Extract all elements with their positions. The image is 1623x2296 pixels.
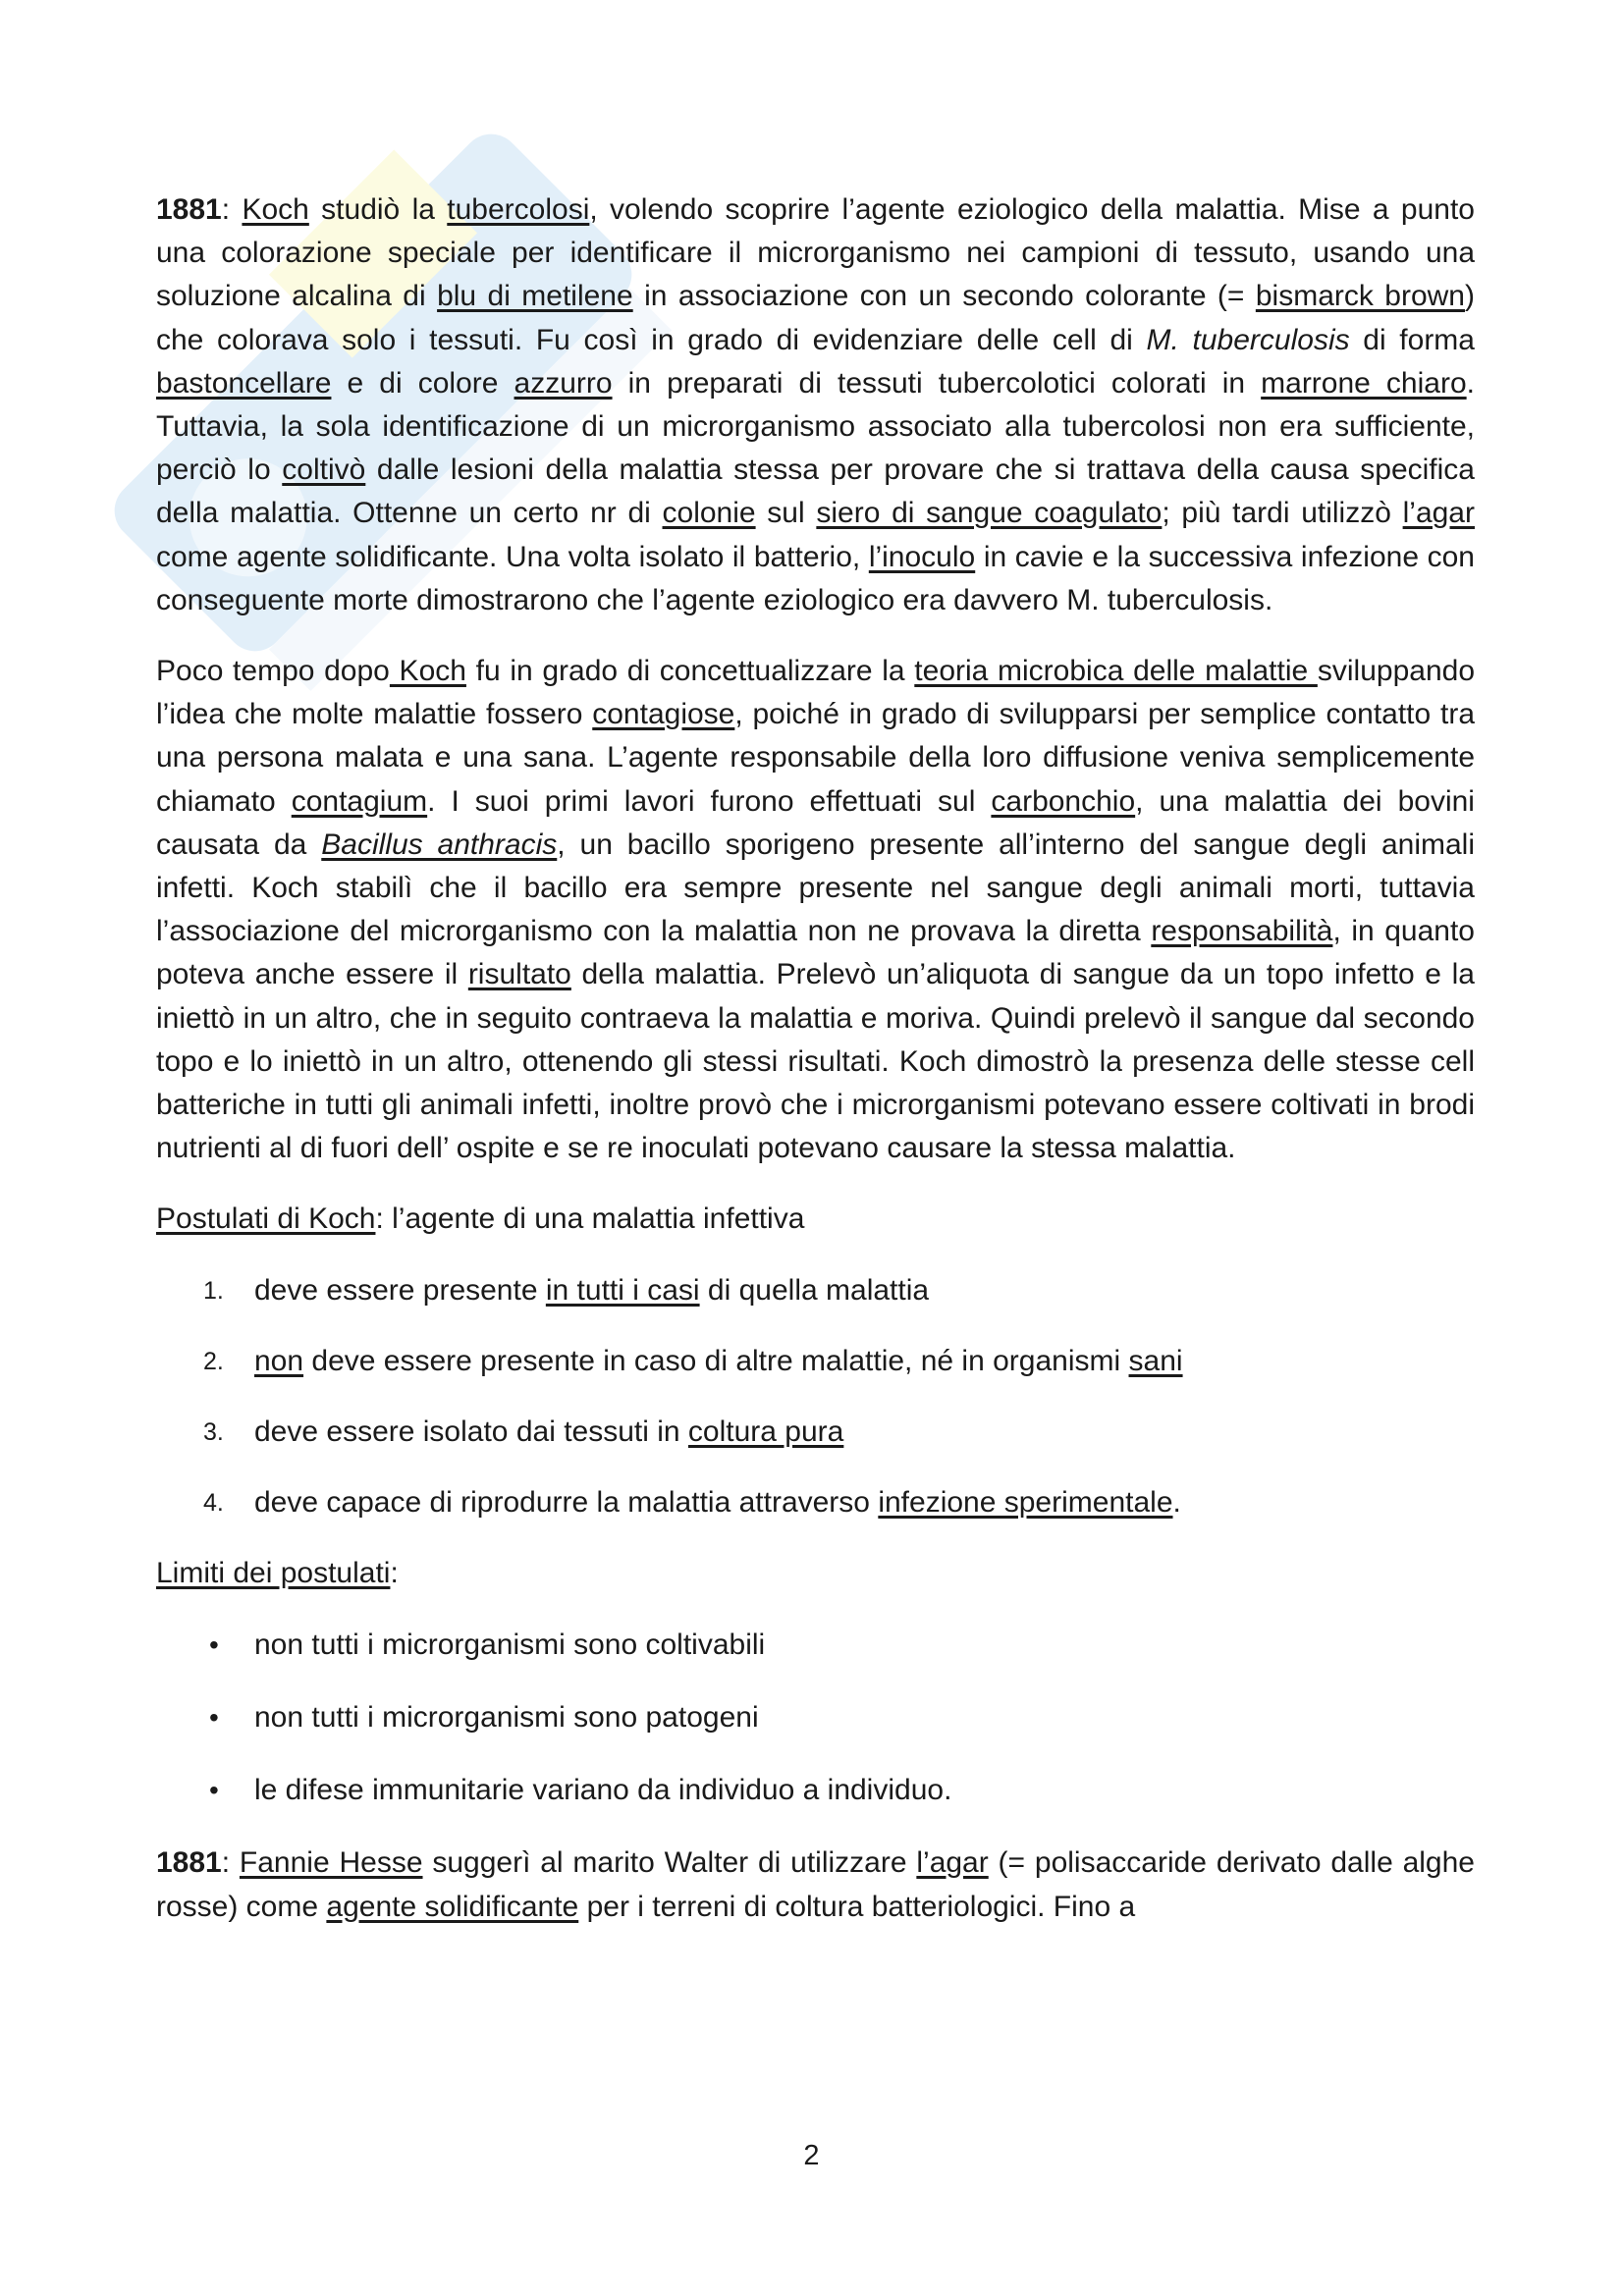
text-run: , in quanto poteva anche essere il bbox=[156, 915, 1475, 991]
text-run: dalle lesioni della malattia stessa per provare che si trattava della causa specifica della malattia. Ottenne un certo nr di bbox=[156, 454, 1475, 530]
text-run: studiò la bbox=[308, 193, 448, 226]
term-bastoncellare: bastoncellare bbox=[156, 366, 332, 400]
page-number: 2 bbox=[803, 2140, 820, 2171]
term-agar: l’agar bbox=[916, 1846, 989, 1880]
text-run: . I suoi primi lavori furono effettuati sul bbox=[427, 784, 992, 818]
term-coltura-pura: coltura pura bbox=[687, 1415, 844, 1449]
text-run: sul bbox=[755, 497, 817, 530]
term-tubercolosi: tubercolosi bbox=[447, 193, 590, 226]
term-non: non bbox=[254, 1344, 304, 1377]
term-risultato: risultato bbox=[467, 958, 571, 991]
list-number: 4. bbox=[203, 1489, 224, 1518]
term-m-tuberculosis: M. tuberculosis bbox=[1146, 323, 1350, 356]
list-item bbox=[203, 1769, 1475, 1812]
text-run: : bbox=[221, 193, 243, 226]
text-run: . bbox=[1172, 1486, 1181, 1520]
year-1881: 1881 bbox=[156, 193, 222, 226]
term-agente-solidificante: agente solidificante bbox=[326, 1890, 579, 1923]
term-coltivo: coltivò bbox=[282, 454, 366, 487]
term-in-tutti-i-casi: in tutti i casi bbox=[545, 1273, 700, 1307]
text-run: . Tuttavia, la sola identificazione di un microrganismo associato alla tubercolosi non era sufficiente, perciò lo bbox=[156, 366, 1475, 487]
term-marrone-chiaro: marrone chiaro bbox=[1261, 366, 1467, 400]
text-run: : l’agente di una malattia infettiva bbox=[375, 1202, 805, 1236]
term-blu-di-metilene: blu di metilene bbox=[437, 280, 633, 313]
list-item bbox=[203, 1411, 1475, 1454]
document-body bbox=[156, 188, 1475, 1956]
term-inoculo: l’inoculo bbox=[868, 540, 976, 573]
term-bacillus-anthracis: Bacillus anthracis bbox=[321, 828, 558, 861]
text-run: in preparati di tessuti tubercolotici colorati in bbox=[612, 366, 1262, 400]
year-1881: 1881 bbox=[156, 1846, 222, 1880]
term-postulati-di-koch: Postulati di Koch bbox=[156, 1202, 376, 1236]
term-carbonchio: carbonchio bbox=[991, 784, 1136, 818]
text-run: deve essere presente in caso di altre malattie, né in organismi bbox=[303, 1344, 1129, 1377]
text-run: di quella malattia bbox=[699, 1273, 930, 1307]
text-run: : bbox=[390, 1557, 399, 1590]
list-item bbox=[203, 1340, 1475, 1383]
text-run: in associazione con un secondo colorante (= bbox=[632, 280, 1256, 313]
list-item bbox=[203, 1696, 1475, 1739]
list-item bbox=[203, 1481, 1475, 1524]
text-run: fu in grado di concettualizzare la bbox=[465, 655, 915, 688]
text-run: Poco tempo dopo bbox=[156, 655, 390, 688]
term-contagiose: contagiose bbox=[592, 698, 735, 731]
limiti-heading bbox=[156, 1552, 1475, 1595]
text-run: le difese immunitarie variano da individuo a individuo. bbox=[254, 1774, 952, 1807]
text-run: ; più tardi utilizzò bbox=[1162, 497, 1403, 530]
term-agar: l’agar bbox=[1402, 497, 1475, 530]
text-run: , un bacillo sporigeno presente all’interno del sangue degli animali infetti. Koch stabilì che il bacillo era sempre presente nel sangue degli animali morti, tuttavia l’associazione del microrganismo con la malattia non ne provava la diretta bbox=[156, 828, 1475, 948]
text-run: non tutti i microrganismi sono coltivabili bbox=[254, 1628, 766, 1661]
text-run: , una malattia dei bovini causata da bbox=[156, 784, 1475, 861]
list-item bbox=[203, 1269, 1475, 1312]
paragraph-teoria-microbica bbox=[156, 650, 1475, 1170]
text-run: di forma bbox=[1349, 323, 1475, 356]
term-teoria-microbica: teoria microbica delle malattie bbox=[914, 655, 1318, 688]
term-azzurro: azzurro bbox=[514, 366, 613, 400]
text-run: ) che colorava solo i tessuti. Fu così in grado di evidenziare delle cell di bbox=[156, 280, 1475, 356]
text-run: deve essere isolato dai tessuti in bbox=[254, 1415, 688, 1449]
text-run: sviluppando l’idea che molte malattie fossero bbox=[156, 655, 1475, 731]
term-responsabilita: responsabilità bbox=[1151, 915, 1333, 948]
list-number: 2. bbox=[203, 1347, 224, 1375]
text-run: (= polisaccaride derivato dalle alghe rosse) come bbox=[156, 1846, 1475, 1923]
text-run: per i terreni di coltura batteriologici. Fino a bbox=[578, 1890, 1136, 1923]
term-limiti-dei-postulati: Limiti dei postulati bbox=[156, 1557, 391, 1590]
term-bismarck-brown: bismarck brown bbox=[1255, 280, 1465, 313]
text-run: deve essere presente bbox=[254, 1273, 546, 1307]
list-item bbox=[203, 1624, 1475, 1667]
postulati-heading bbox=[156, 1198, 1475, 1241]
text-run: non tutti i microrganismi sono patogeni bbox=[254, 1700, 759, 1734]
term-koch: Koch bbox=[242, 193, 309, 226]
term-sani: sani bbox=[1128, 1344, 1183, 1377]
bullet-icon: • bbox=[209, 1775, 219, 1806]
text-run: , volendo scoprire l’agente eziologico della malattia. Mise a punto una colorazione speciale per identificare il microrganismo nei campioni di tessuto, usando una soluzione alcalina di bbox=[156, 193, 1475, 313]
bullet-icon: • bbox=[209, 1701, 219, 1733]
paragraph-koch-tubercolosi bbox=[156, 188, 1475, 622]
term-koch: Koch bbox=[389, 655, 466, 688]
text-run: suggerì al marito Walter di utilizzare bbox=[422, 1846, 917, 1880]
text-run: in cavie e la successiva infezione con conseguente morte dimostrarono che l’agente eziologico era davvero M. tuberculosis. bbox=[156, 540, 1475, 616]
term-fannie-hesse: Fannie Hesse bbox=[239, 1846, 423, 1880]
term-siero-di-sangue: siero di sangue coagulato bbox=[816, 497, 1163, 530]
term-infezione-sperimentale: infezione sperimentale bbox=[878, 1486, 1173, 1520]
text-run: , poiché in grado di svilupparsi per semplice contatto tra una persona malata e una sana. L’agente responsabile della loro diffusione veniva semplicemente chiamato bbox=[156, 698, 1476, 818]
text-run: deve capace di riprodurre la malattia attraverso bbox=[254, 1486, 879, 1520]
list-number: 3. bbox=[203, 1418, 224, 1447]
term-colonie: colonie bbox=[662, 497, 756, 530]
term-contagium: contagium bbox=[291, 784, 428, 818]
list-number: 1. bbox=[203, 1276, 224, 1305]
text-run: della malattia. Prelevò un’aliquota di sangue da un topo infetto e la iniettò in un altro, che in seguito contraeva la malattia e moriva. Quindi prelevò il sangue dal secondo topo e lo iniettò in un altro, ottenendo gli stessi risultati. Koch dimostrò la presenza delle stesse cell batteriche in tutti gli animali infetti, inoltre provò che i microrganismi potevano essere coltivati in brodi nutrienti al di fuori dell’ ospite e se re inoculati potevano causare la stessa malattia. bbox=[156, 958, 1475, 1165]
bullet-icon: • bbox=[209, 1629, 219, 1660]
text-run: e di colore bbox=[331, 366, 514, 400]
limiti-list bbox=[156, 1624, 1475, 1813]
postulati-list bbox=[156, 1269, 1475, 1525]
text-run: come agente solidificante. Una volta isolato il batterio, bbox=[156, 540, 869, 573]
paragraph-fannie-hesse bbox=[156, 1842, 1475, 1928]
text-run: : bbox=[221, 1846, 240, 1880]
